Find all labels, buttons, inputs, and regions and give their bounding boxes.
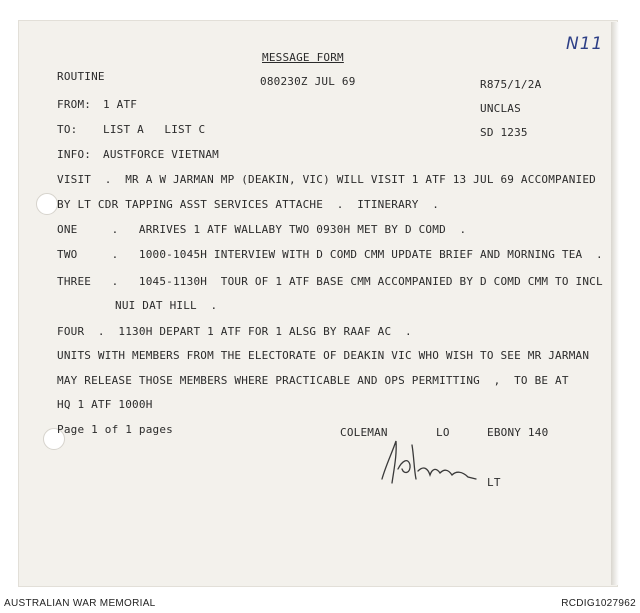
date-time-group: 080230Z JUL 69 — [260, 75, 356, 88]
footer-record-id: RCDIG1027962 — [561, 598, 636, 609]
message-line: THREE . 1045-1130H TOUR OF 1 ATF BASE CMM ACCOMPANIED BY D COMD CMM TO INCL — [57, 275, 603, 288]
handwritten-signature — [378, 435, 478, 487]
to-label: TO: — [57, 123, 78, 136]
originator-office: LO — [436, 426, 450, 439]
originator-name: COLEMAN — [340, 426, 388, 439]
file-reference: R875/1/2A — [480, 78, 542, 91]
from-label: FROM: — [57, 98, 92, 111]
message-line: BY LT CDR TAPPING ASST SERVICES ATTACHE . ITINERARY . — [57, 198, 440, 211]
handwritten-annotation: N11 — [566, 34, 604, 54]
message-line: HQ 1 ATF 1000H — [57, 398, 153, 411]
classification: UNCLAS — [480, 102, 521, 115]
punch-hole-top — [36, 193, 58, 215]
from-value: 1 ATF — [103, 98, 138, 111]
message-line: UNITS WITH MEMBERS FROM THE ELECTORATE OF DEAKIN VIC WHO WISH TO SEE MR JARMAN — [57, 349, 590, 362]
precedence: ROUTINE — [57, 70, 105, 83]
footer-archive-name: AUSTRALIAN WAR MEMORIAL — [4, 598, 156, 609]
info-value: AUSTFORCE VIETNAM — [103, 148, 219, 161]
info-label: INFO: — [57, 148, 92, 161]
to-value: LIST A LIST C — [103, 123, 206, 136]
message-line: TWO . 1000-1045H INTERVIEW WITH D COMD CMM UPDATE BRIEF AND MORNING TEA . — [57, 248, 603, 261]
signatory-rank: LT — [487, 476, 501, 489]
message-line: NUI DAT HILL . — [115, 299, 218, 312]
message-line: MAY RELEASE THOSE MEMBERS WHERE PRACTICABLE AND OPS PERMITTING , TO BE AT — [57, 374, 569, 387]
originator-phone: EBONY 140 — [487, 426, 549, 439]
message-line: FOUR . 1130H DEPART 1 ATF FOR 1 ALSG BY RAAF AC . — [57, 325, 412, 338]
form-title: MESSAGE FORM — [262, 51, 344, 64]
page-count: Page 1 of 1 pages — [57, 423, 173, 436]
message-line: ONE . ARRIVES 1 ATF WALLABY TWO 0930H MET BY D COMD . — [57, 223, 467, 236]
serial-number: SD 1235 — [480, 126, 528, 139]
message-line: VISIT . MR A W JARMAN MP (DEAKIN, VIC) WILL VISIT 1 ATF 13 JUL 69 ACCOMPANIED — [57, 173, 596, 186]
sheet-edge-shadow — [611, 22, 619, 585]
